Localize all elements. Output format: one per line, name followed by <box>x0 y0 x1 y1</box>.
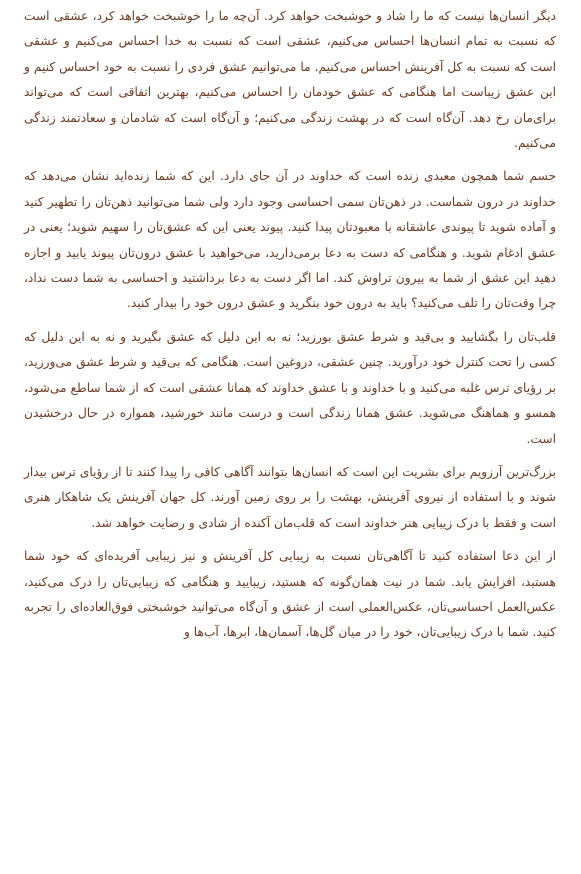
paragraph-1: دیگر انسان‌ها نیست که ما را شاد و خوشبخت خواهد کرد. آن‌چه ما را خوشبخت خواهد کرد، عشقی است که نسبت به تمام انسان‌ها احساس می‌کنیم، عشقی است که نسبت به خدا احساس می‌کنیم و عشقی است که نسبت به کل آفرینش احساس می‌کنیم. ما می‌توانیم عشق فردی را نسبت به خود احساس کنیم و این عشق زیباست اما هنگامی که عشق خودمان را احساس می‌کنیم، بهترین اتفاقی است که می‌تواند برای‌مان رخ دهد. آن‌گاه است که در بهشت زندگی می‌کنیم؛ و آن‌گاه است که شادمان و سعادتمند زندگی می‌کنیم. <box>24 9 556 151</box>
document-body <box>24 4 556 654</box>
paragraph-2: جسم شما همچون معبدی زنده است که خداوند در آن جای دارد. این که شما زنده‌اید نشان می‌دهد که خداوند در درون شماست. در ذهن‌تان سمی احساسی وجود دارد ولی شما می‌توانید ذهن‌تان را تطهیر کنید و آماده شوید تا پیوندی عاشقانه با معبودتان پیدا کنید. پیوند یعنی این که عشق‌تان را سهیم شوید؛ یعنی در عشق ادغام شوید. و هنگامی که دست به دعا برمی‌دارید، می‌خواهید با عشق درون‌تان پیوند یابید و اجازه دهید این عشق از شما به بیرون تراوش کند. اما اگر دست به دعا برداشتید و احساسی به شما دست نداد، چرا وقت‌تان را تلف می‌کنید؟ باید به درون خود بنگرید و عشق درون خود را بیدار کنید. <box>24 169 556 311</box>
paragraph-3: قلب‌تان را بگشایید و بی‌قید و شرط عشق بورزید؛ نه به این دلیل که عشق بگیرید و نه به این دلیل که کسی را تحت کنترل خود درآورید. چنین عشقی، دروغین است. هنگامی که بی‌قید و شرط عشق می‌ورزید، بر رؤیای ترس غلبه می‌کنید و با خداوند و با عشق خداوند که همانا عشقی است که از شما ساطع می‌شود، همسو و هماهنگ می‌شوید. عشق همانا زندگی است و درست مانند خورشید، همواره در حال درخشیدن است. <box>24 329 556 446</box>
paragraph-4: بزرگ‌ترین آرزویم برای بشریت این است که انسان‌ها بتوانند آگاهی کافی را پیدا کنند تا از رؤیای ترس بیدار شوند و با استفاده از نیروی آفرینش، بهشت را بر روی زمین آورند. کل جهان آفرینش یک شاهکار هنری است و فقط با درک زیبایی هنر خداوند است که قلب‌مان آکنده از شادی و رضایت خواهد شد. <box>24 464 556 530</box>
paragraph-5: از این دعا استفاده کنید تا آگاهی‌تان نسبت به زیبایی کل آفرینش و نیز زیبایی آفریده‌ای که خود شما هستید، افزایش یابد. شما در نیت همان‌گونه که هستید، زیبایید و هنگامی که زیبایی‌تان را درک می‌کنید، عکس‌العمل احساسی‌تان، عکس‌العملی است از عشق و آن‌گاه می‌توانید خوشبختی فوق‌العاده‌ای را تجربه کنید. شما با درک زیبایی‌تان، خود را در میان گل‌ها، آسمان‌ها، ابرها، آب‌ها و <box>24 549 556 640</box>
